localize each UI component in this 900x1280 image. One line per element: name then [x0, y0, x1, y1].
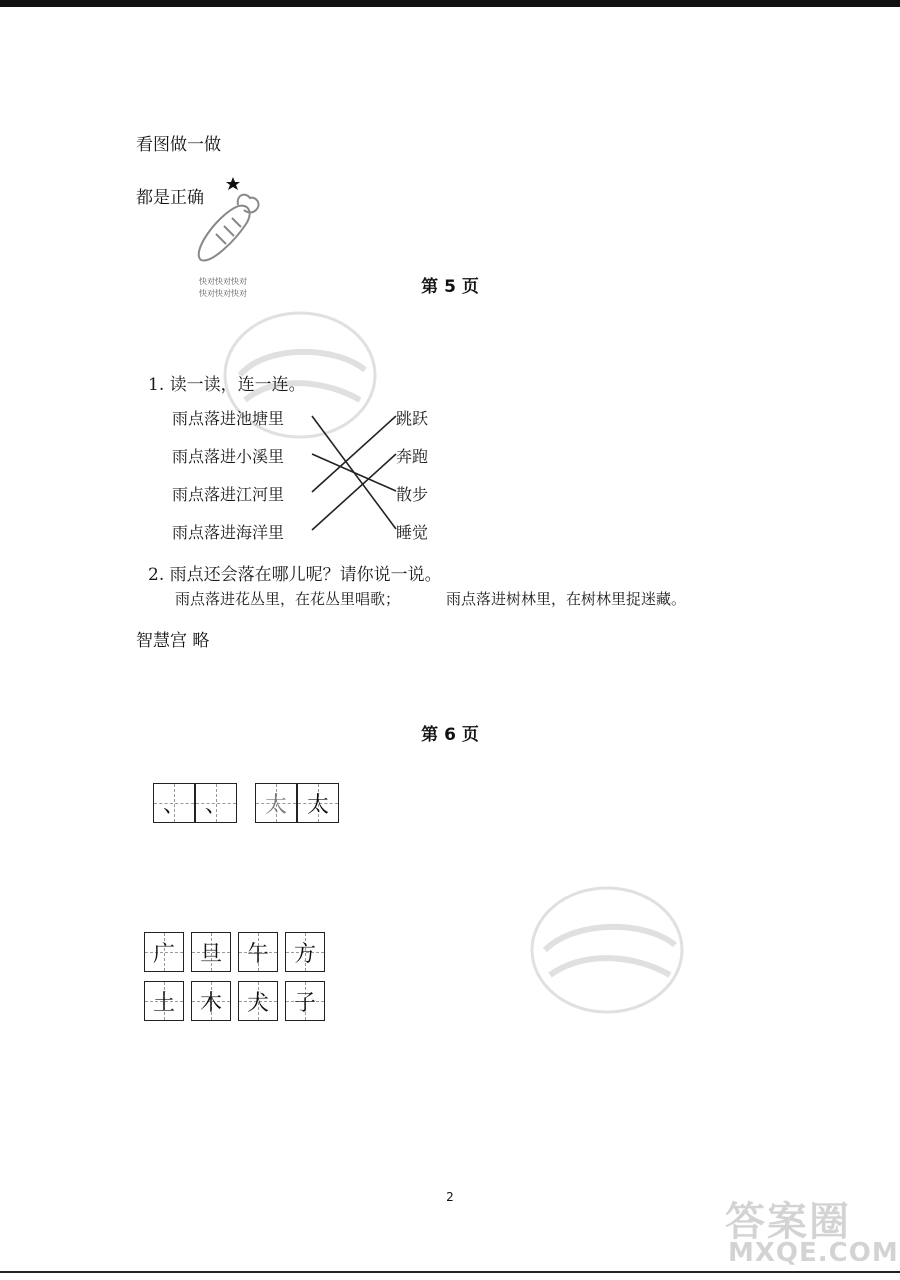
right-item-2: 奔跑	[396, 447, 429, 466]
left-item-4: 雨点落进海洋里	[172, 523, 285, 542]
grid-cell: 旦	[191, 932, 231, 972]
grid-cell: 广	[144, 932, 184, 972]
char-grid	[144, 932, 325, 1021]
matching-lines	[310, 405, 400, 540]
top-border	[0, 0, 900, 7]
stroke-grid-left	[153, 783, 237, 823]
page6-title: 第 6 页	[421, 725, 479, 745]
answer-label: 都是正确	[136, 188, 204, 208]
grid-cell: 、	[195, 783, 237, 823]
grid-cell: 土	[144, 981, 184, 1021]
stroke-grid-right	[255, 783, 339, 823]
left-item-1: 雨点落进池塘里	[172, 409, 285, 428]
carrot-badge-icon	[186, 172, 266, 270]
right-item-4: 睡觉	[396, 523, 429, 542]
grid-cell: 午	[238, 932, 278, 972]
grid-cell: 太	[255, 783, 297, 823]
left-item-2: 雨点落进小溪里	[172, 447, 285, 466]
wisdom-line: 智慧宫 略	[136, 631, 210, 651]
watermark-url: MXQE.COM	[728, 1238, 899, 1268]
left-item-3: 雨点落进江河里	[172, 485, 285, 504]
hint-label: 看图做一做	[136, 135, 221, 155]
right-item-3: 散步	[396, 485, 429, 504]
q1-text: 1. 读一读，连一连。	[148, 375, 306, 395]
grid-cell: 木	[191, 981, 231, 1021]
page-number: 2	[446, 1190, 454, 1204]
page5-title: 第 5 页	[421, 277, 479, 297]
right-item-1: 跳跃	[396, 409, 429, 428]
grid-cell: 犬	[238, 981, 278, 1021]
badge-text-1: 快对快对快对	[199, 277, 247, 286]
answer-2: 雨点落进树林里，在树林里捉迷藏。	[446, 590, 687, 608]
grid-cell: 太	[297, 783, 339, 823]
q2-text: 2. 雨点还会落在哪儿呢？请你说一说。	[148, 565, 442, 585]
bottom-border	[0, 1271, 900, 1273]
grid-cell: 子	[285, 981, 325, 1021]
badge-text-2: 快对快对快对	[199, 289, 247, 298]
grid-cell: 、	[153, 783, 195, 823]
answer-1: 雨点落进花丛里，在花丛里唱歌；	[175, 590, 401, 608]
watermark-stamp-icon	[525, 880, 690, 1020]
grid-cell: 方	[285, 932, 325, 972]
watermark-logo: 答案圈	[725, 1199, 851, 1245]
